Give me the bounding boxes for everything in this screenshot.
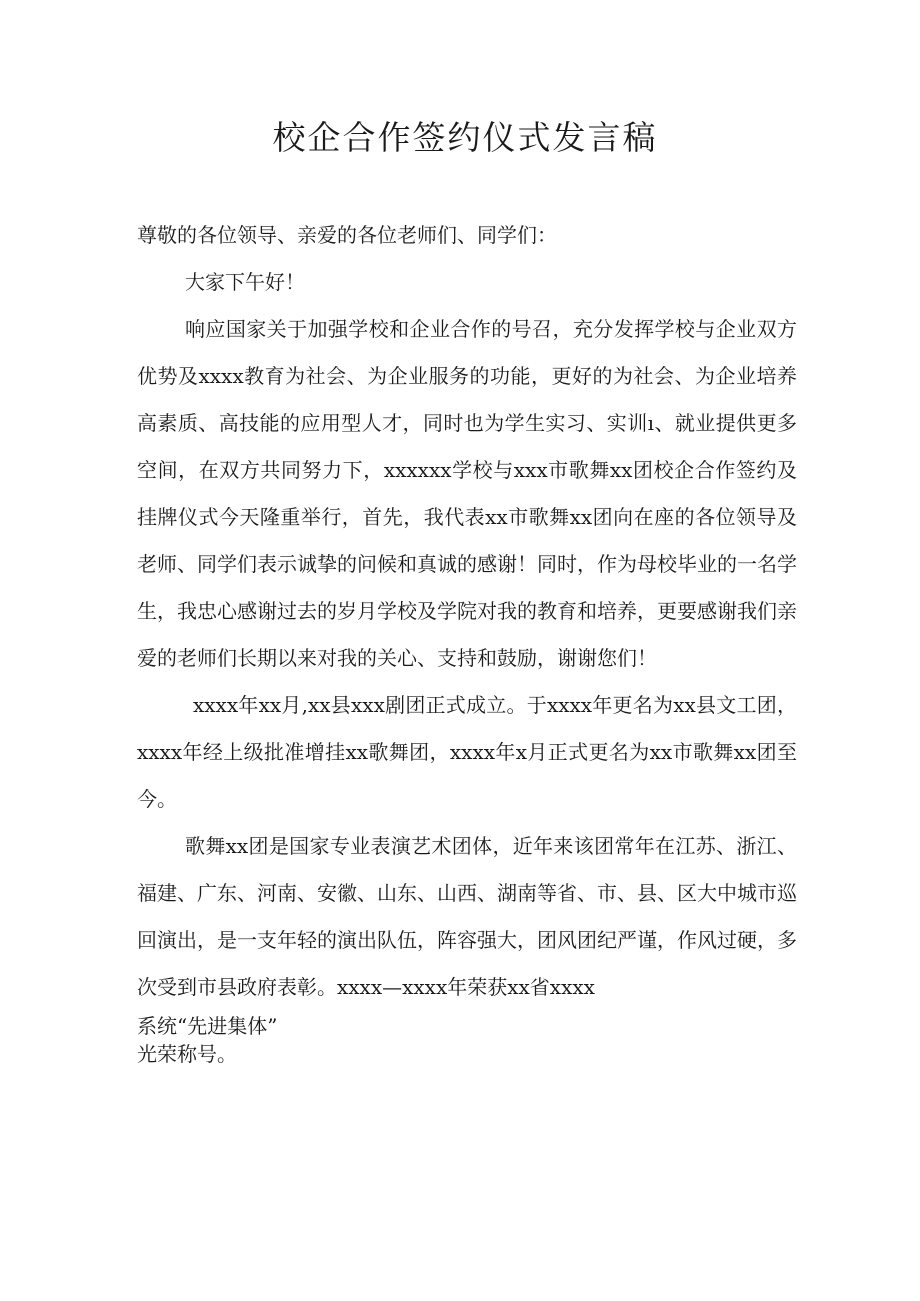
document-body — [137, 212, 797, 1068]
document-title: 校企合作签约仪式发言稿 — [272, 118, 658, 157]
paragraph-partnership: 响应国家关于加强学校和企业合作的号召，充分发挥学校与企业双方优势及xxxx教育为社会、为企业服务的功能，更好的为社会、为企业培养高素质、高技能的应用型人才，同时也为学生实习、实训ı、就业提供更多空间，在双方共同努力下，xxxxxx学校与xxx市歌舞xx团校企合作签约及挂牌仪式今天隆重举行，首先，我代表xx市歌舞xx团向在座的各位领导及老师、同学们表示诚挚的问候和真诚的感谢！同时，作为母校毕业的一名学生，我忠心感谢过去的岁月学校及学院对我的教育和培养，更要感谢我们亲爱的老师们长期以来对我的关心、支持和鼓励，谢谢您们！ — [137, 317, 797, 670]
paragraph-troupe: 歌舞xx团是国家专业表演艺术团体，近年来该团常年在江苏、浙江、福建、广东、河南、安徽、山东、山西、湖南等省、市、县、区大中城市巡回演出，是一支年轻的演出队伍，阵容强大，团风团纪严谨，作风过硬，多次受到市县政府表彰。xxxx—xxxx年荣获xx省xxxx — [137, 834, 797, 999]
paragraph-history: xxxx年xx月,xx县xxx剧团正式成立。于xxxx年更名为xx县文工团，xxxx年经上级批准增挂xx歌舞团，xxxx年x月正式更名为xx市歌舞xx团至今。 — [137, 693, 797, 811]
greeting: 大家下午好！ — [185, 270, 305, 294]
tail-line-award: 系统“先进集体” — [137, 1014, 278, 1038]
salutation: 尊敬的各位领导、亲爱的各位老师们、同学们： — [137, 223, 557, 247]
tail-line-honor: 光荣称号。 — [137, 1042, 237, 1066]
